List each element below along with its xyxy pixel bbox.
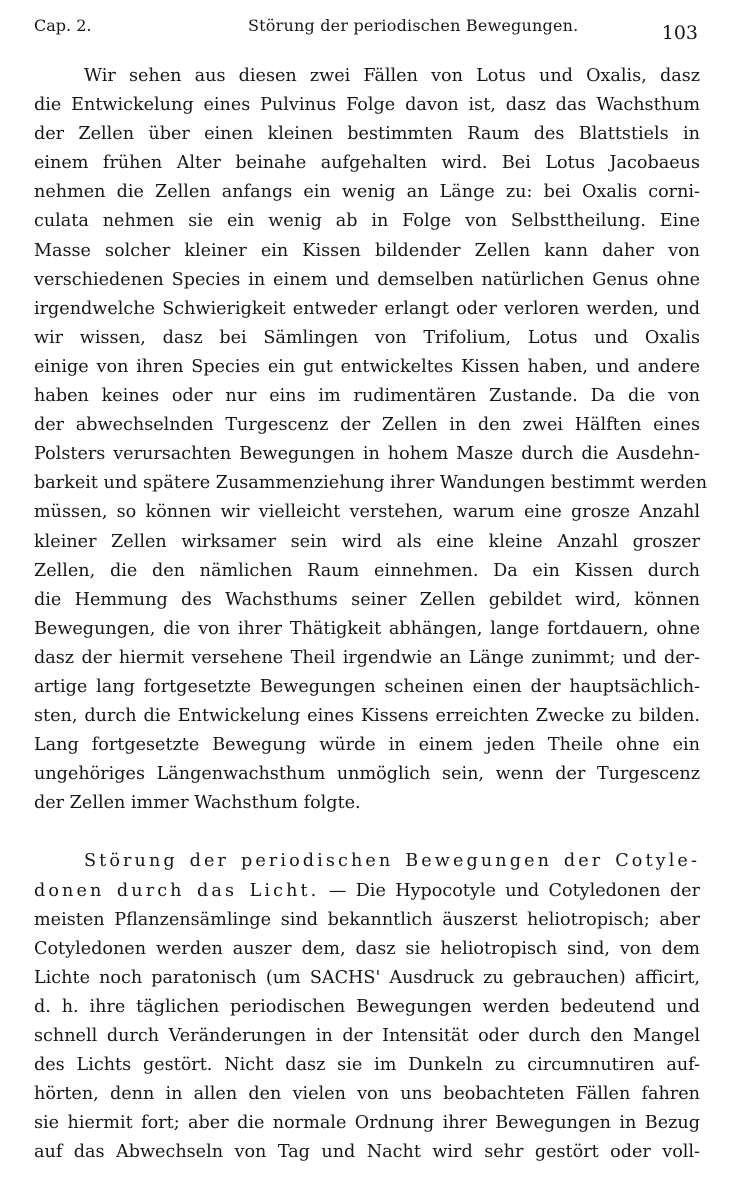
- text-line: die Entwickelung eines Pulvinus Folge davon ist, dasz das Wachsthum: [34, 95, 700, 116]
- text-line: Masse solcher kleiner ein Kissen bildender Zellen kann daher von: [34, 240, 700, 261]
- paragraph: [34, 847, 700, 1167]
- text-line: nehmen die Zellen anfangs ein wenig an Länge zu: bei Oxalis corni-: [34, 182, 700, 203]
- page-header: [34, 14, 700, 48]
- text-line: auf das Abwechseln von Tag und Nacht wird sehr gestört oder voll-: [34, 1142, 700, 1163]
- text-line: Lang fortgesetzte Bewegung würde in einem jeden Theile ohne ein: [34, 735, 700, 756]
- text-line: die Hemmung des Wachsthums seiner Zellen gebildet wird, können: [34, 589, 700, 610]
- text-line: einem frühen Alter beinahe aufgehalten wird. Bei Lotus Jacobaeus: [34, 153, 700, 174]
- text-line: haben keines oder nur eins im rudimentären Zustande. Da die von: [34, 386, 700, 407]
- text-line: hörten, denn in allen den vielen von uns beobachteten Fällen fahren: [34, 1084, 700, 1105]
- page-body: [34, 62, 708, 1167]
- text-line: ungehöriges Längenwachsthum unmöglich sein, wenn der Turgescenz: [34, 764, 700, 785]
- text-fragment: — Die Hypocotyle und Cotyledonen der: [319, 880, 700, 901]
- text-line: [34, 877, 700, 906]
- text-line: d. h. ihre täglichen periodischen Bewegungen werden bedeutend und: [34, 996, 700, 1017]
- text-line: kleiner Zellen wirksamer sein wird als eine kleine Anzahl groszer: [34, 531, 700, 552]
- text-line: einige von ihren Species ein gut entwickeltes Kissen haben, und andere: [34, 356, 700, 377]
- text-line: Lichte noch paratonisch (um SACHS' Ausdruck zu gebrauchen) afficirt,: [34, 967, 700, 988]
- section-heading-line: Störung der periodischen Bewegungen der Cotyle-: [84, 851, 700, 872]
- text-line: des Lichts gestört. Nicht dasz sie im Dunkeln zu circumnutiren auf-: [34, 1055, 700, 1076]
- text-line: Wir sehen aus diesen zwei Fällen von Lotus und Oxalis, dasz: [84, 66, 700, 86]
- text-line: Bewegungen, die von ihrer Thätigkeit abhängen, lange fortdauern, ohne: [34, 618, 700, 639]
- running-title: Störung der periodischen Bewegungen.: [248, 16, 579, 35]
- text-line: sie hiermit fort; aber die normale Ordnung ihrer Bewegungen in Bezug: [34, 1113, 700, 1134]
- text-line: Zellen, die den nämlichen Raum einnehmen. Da ein Kissen durch: [34, 560, 700, 581]
- text-line: sten, durch die Entwickelung eines Kissens erreichten Zwecke zu bilden.: [34, 706, 700, 727]
- text-line: wir wissen, dasz bei Sämlingen von Trifolium, Lotus und Oxalis: [34, 327, 700, 348]
- text-line: der Zellen über einen kleinen bestimmten Raum des Blattstiels in: [34, 124, 700, 145]
- text-line: barkeit und spätere Zusammenziehung ihrer Wandungen bestimmt werden: [34, 473, 708, 494]
- page-number: 103: [661, 22, 698, 44]
- text-line: müssen, so können wir vielleicht verstehen, warum eine grosze Anzahl: [34, 502, 700, 523]
- text-line: Cotyledonen werden auszer dem, dasz sie heliotropisch sind, von dem: [34, 938, 700, 959]
- text-line: schnell durch Veränderungen in der Intensität oder durch den Mangel: [34, 1026, 700, 1046]
- text-line: der abwechselnden Turgescenz der Zellen in den zwei Hälften eines: [34, 415, 700, 436]
- text-line: verschiedenen Species in einem und demselben natürlichen Genus ohne: [34, 269, 700, 290]
- paragraph: [34, 62, 708, 818]
- text-line: der Zellen immer Wachsthum folgte.: [34, 793, 361, 814]
- text-line: meisten Pflanzensämlinge sind bekanntlich äuszerst heliotropisch; aber: [34, 909, 700, 930]
- text-line: artige lang fortgesetzte Bewegungen scheinen einen der hauptsächlich-: [34, 676, 700, 697]
- chapter-label: Cap. 2.: [34, 16, 92, 35]
- text-line: Polsters verursachten Bewegungen in hohem Masze durch die Ausdehn-: [34, 444, 700, 465]
- text-line: irgendwelche Schwierigkeit entweder erlangt oder verloren werden, und: [34, 298, 700, 319]
- paragraph-gap: [34, 818, 700, 847]
- section-heading-continuation: donen durch das Licht.: [34, 880, 320, 901]
- text-line: dasz der hiermit versehene Theil irgendwie an Länge zunimmt; und der-: [34, 647, 700, 668]
- text-line: culata nehmen sie ein wenig ab in Folge von Selbsttheilung. Eine: [34, 211, 700, 232]
